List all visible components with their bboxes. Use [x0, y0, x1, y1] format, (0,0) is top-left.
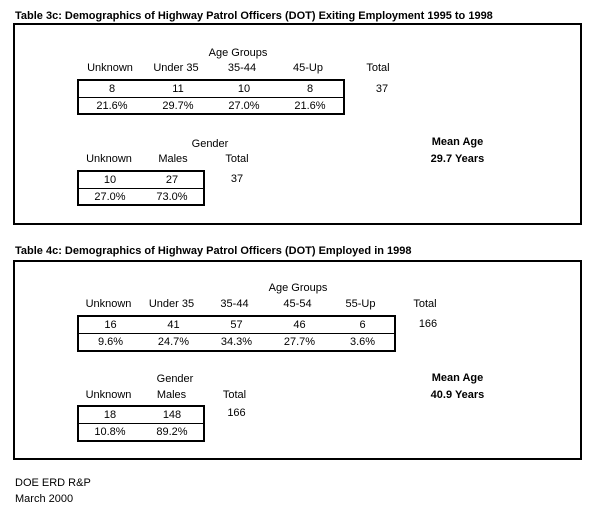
- header-males: Males: [158, 153, 188, 165]
- table-3c-panel: [13, 23, 582, 225]
- header-total: Total: [225, 153, 249, 165]
- header-under-35: Under 35: [153, 62, 199, 74]
- footer-date: March 2000: [15, 493, 74, 505]
- header-unknown: Unknown: [85, 298, 132, 310]
- gender-percent-row: [79, 423, 203, 440]
- mean-age-label: Mean Age: [431, 136, 484, 148]
- header-unknown: Unknown: [87, 62, 133, 74]
- age-headers: [77, 62, 415, 74]
- age-groups-label: Age Groups: [208, 47, 268, 59]
- header-35-44: 35-44: [220, 298, 249, 310]
- header-under-35: Under 35: [148, 298, 195, 310]
- age-groups-label: Age Groups: [268, 282, 328, 294]
- gender-count-cell: 148: [162, 409, 182, 421]
- gender-count-row: [79, 407, 203, 423]
- age-count-cell: 41: [167, 319, 180, 331]
- age-data-box: [77, 79, 345, 115]
- header-45-54: 45-54: [283, 298, 312, 310]
- header-unknown: Unknown: [86, 153, 132, 165]
- age-percent-cell: 9.6%: [97, 336, 124, 348]
- age-percent-cell: 21.6%: [294, 100, 326, 112]
- age-percent-cell: 21.6%: [96, 100, 128, 112]
- header-35-44: 35-44: [227, 62, 257, 74]
- table-3c-title: Table 3c: Demographics of Highway Patrol Officers (DOT) Exiting Employment 1995 to 1998: [15, 10, 493, 22]
- age-count-cell: 8: [108, 83, 116, 95]
- age-total-value: 37: [375, 83, 389, 95]
- mean-age-value: 40.9 Years: [430, 389, 485, 401]
- gender-percent-cell: 10.8%: [94, 426, 126, 438]
- header-total: Total: [413, 298, 437, 310]
- gender-count-cell: 10: [103, 174, 117, 186]
- gender-headers: [77, 389, 266, 401]
- mean-age-value: 29.7 Years: [430, 153, 485, 165]
- age-count-row: [79, 317, 394, 333]
- gender-total-value: 37: [230, 173, 244, 185]
- age-count-cell: 11: [172, 83, 184, 95]
- gender-count-cell: 18: [103, 409, 117, 421]
- age-percent-cell: 29.7%: [162, 100, 194, 112]
- gender-data-box: [77, 405, 205, 442]
- age-count-cell: 8: [306, 83, 314, 95]
- header-55-up: 55-Up: [345, 298, 376, 310]
- age-percent-cell: 3.6%: [349, 336, 376, 348]
- gender-percent-cell: 27.0%: [94, 191, 126, 203]
- header-unknown: Unknown: [85, 389, 132, 401]
- age-count-cell: 6: [359, 319, 366, 331]
- header-45-up: 45-Up: [293, 62, 323, 74]
- gender-count-row: [79, 172, 203, 188]
- gender-headers: [77, 153, 269, 165]
- gender-label: Gender: [156, 373, 194, 385]
- mean-age-label: Mean Age: [431, 372, 484, 384]
- gender-data-box: [77, 170, 205, 206]
- age-count-cell: 57: [230, 319, 243, 331]
- age-headers: [77, 298, 458, 310]
- age-percent-cell: 27.7%: [283, 336, 316, 348]
- gender-percent-cell: 73.0%: [156, 191, 188, 203]
- gender-count-cell: 27: [165, 174, 179, 186]
- age-percent-row: [79, 97, 343, 114]
- age-count-cell: 46: [293, 319, 306, 331]
- gender-total-value: 166: [227, 407, 246, 419]
- age-count-row: [79, 81, 343, 97]
- age-percent-row: [79, 333, 394, 350]
- gender-percent-cell: 89.2%: [156, 426, 188, 438]
- age-count-cell: 10: [237, 83, 251, 95]
- age-percent-cell: 34.3%: [220, 336, 253, 348]
- header-males: Males: [156, 389, 187, 401]
- age-data-box: [77, 315, 396, 352]
- header-total: Total: [366, 62, 390, 74]
- age-percent-cell: 27.0%: [228, 100, 260, 112]
- age-total-value: 166: [418, 318, 438, 330]
- age-count-cell: 16: [104, 319, 117, 331]
- header-total: Total: [222, 389, 247, 401]
- table-4c-panel: [13, 260, 582, 460]
- footer-source: DOE ERD R&P: [15, 477, 91, 489]
- gender-label: Gender: [191, 138, 229, 150]
- gender-percent-row: [79, 188, 203, 205]
- table-4c-title: Table 4c: Demographics of Highway Patrol Officers (DOT) Employed in 1998: [15, 245, 412, 257]
- age-percent-cell: 24.7%: [157, 336, 190, 348]
